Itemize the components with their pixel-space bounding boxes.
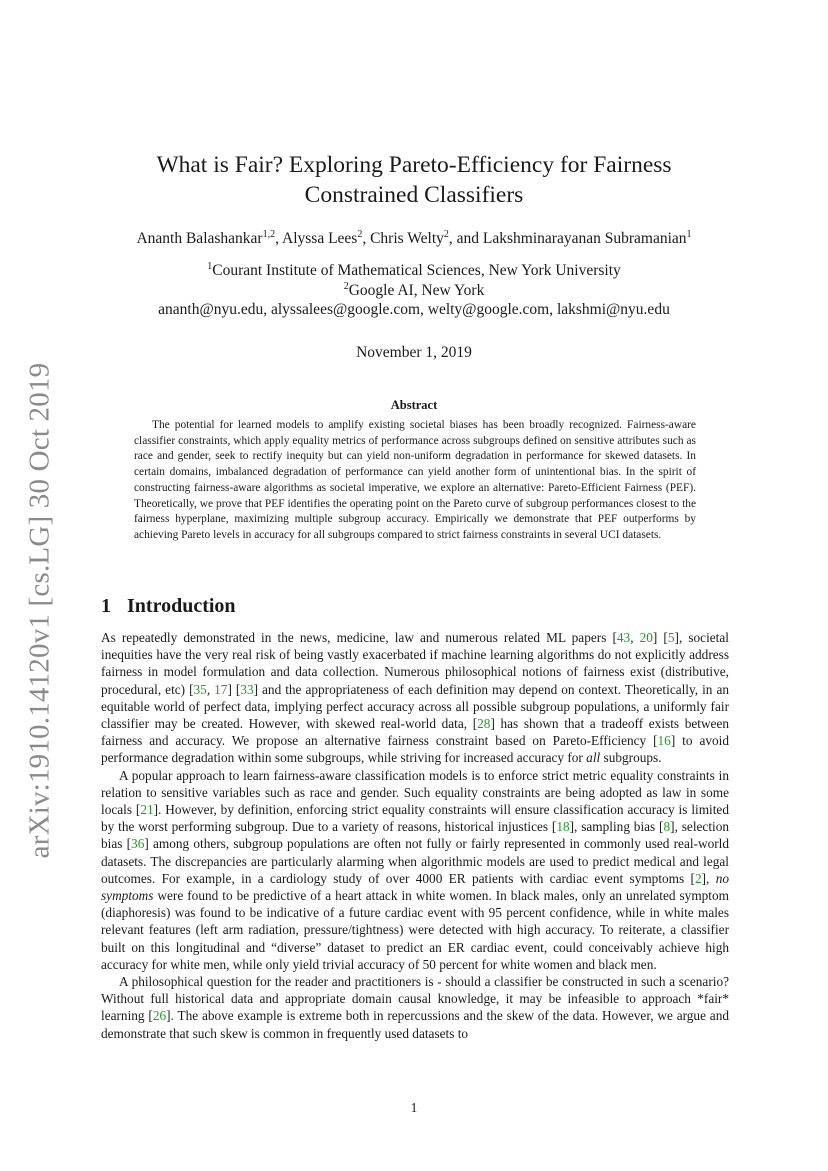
introduction-body: [101, 629, 729, 1042]
affiliation-sup: 2: [343, 280, 349, 292]
author-affil-sup: 2: [443, 228, 449, 240]
body-text-span: ], selection bias [: [101, 819, 730, 852]
affiliation-text: Google AI, New York: [348, 281, 485, 299]
citation-link[interactable]: 21: [140, 802, 154, 818]
body-text-span: were found to be predictive of a heart attack in white women. In black males, only an unrelated symptom (diaphoresis) was found to be indicative of a future cardiac event with 95 percent confidence, while in white males relevant features (left arm radiation, pressure/tightness) were detected with high accuracy. To reiterate, a classifier built on this longitudinal and “diverse” dataset to predict an ER cardiac event, could conceivably achieve high accuracy for white men, while only yield trivial accuracy of 50 percent for white women and black men.: [101, 888, 729, 972]
page-number: 1: [410, 1100, 418, 1115]
affiliation-1: [100, 261, 728, 281]
body-text-span: ],: [701, 870, 716, 886]
citation-link[interactable]: 17: [214, 681, 228, 697]
arxiv-stamp-text: arXiv:1910.14120v1 [cs.LG] 30 Oct 2019: [23, 362, 56, 858]
body-text-span: ,: [630, 630, 640, 645]
body-text-span: ], societal inequities have the very real risk of being vastly exacerbated if machine learning algorithms do not explicitly address fairness in model formulation and data collection. Numerous philosophical notions of fairness exist (distributive, procedural, etc) [: [101, 630, 729, 697]
citation-link[interactable]: 33: [240, 681, 254, 697]
body-text-span: ] and the appropriateness of each definition may depend on context. Theoretically, in an equitable world of perfect data, implying perfect accuracy across all possible subgroup populations, a uniformly fair classifier may be created. However, with skewed real-world data, [: [101, 681, 729, 732]
title-line-2: Constrained Classifiers: [304, 182, 524, 208]
body-text-span: ]. The above example is extreme both in repercussions and the skew of the data. However, we argue and demonstrate that such skew is common in frequently used datasets to: [101, 1008, 729, 1041]
body-text-span: ]. However, by definition, enforcing strict equality constraints will ensure classification accuracy is limited by the worst performing subgroup. Due to a variety of reasons, historical injustices [: [101, 802, 729, 835]
author-affil-sup: 2: [357, 228, 363, 240]
body-paragraph: [101, 629, 729, 767]
body-paragraph: [101, 767, 729, 973]
abstract-heading: Abstract: [390, 398, 438, 412]
author-name: Alyssa Lees: [282, 230, 358, 247]
author-list: [60, 229, 768, 249]
author-affil-sup: 1: [686, 228, 692, 240]
citation-link[interactable]: 26: [152, 1008, 167, 1024]
author-separator: ,: [275, 230, 282, 247]
citation-link[interactable]: 36: [131, 836, 145, 852]
affiliation-2: [100, 281, 728, 301]
citation-link[interactable]: 28: [477, 716, 491, 732]
emphasis-text: no symptoms: [101, 870, 729, 904]
author-name: Ananth Balashankar: [136, 230, 263, 247]
affiliation-text: Courant Institute of Mathematical Sciences, New York University: [212, 262, 621, 279]
body-text-span: ] among others, subgroup populations are often not fully or fairly represented in commonly used real-world datasets. The discrepancies are particularly alarming when algorithmic models are used to predict medical and legal outcomes. For example, in a cardiology study of over 4000 ER patients with cardiac event symptoms [: [101, 836, 729, 886]
arxiv-identifier-stamp: [20, 362, 60, 858]
author-affil-sup: 1,2: [262, 228, 276, 240]
body-text-span: ] [: [227, 681, 241, 697]
citation-link[interactable]: 5: [667, 630, 675, 645]
body-paragraph: [101, 973, 729, 1042]
body-text-span: ] [: [652, 630, 668, 645]
body-text-span: ,: [206, 681, 215, 697]
author-separator: ,: [362, 230, 371, 247]
body-text-span: ], sampling bias [: [569, 819, 664, 835]
author-emails: ananth@nyu.edu, alyssalees@google.com, welty@google.com, lakshmi@nyu.edu: [158, 301, 670, 318]
citation-link[interactable]: 18: [556, 819, 570, 835]
body-text-span: A philosophical question for the reader and practitioners is - should a classifier be constructed in such a scenario? Without full historical data and appropriate domain causal knowledge, it may be infeasible to approach *fair* learning [: [101, 974, 729, 1024]
affiliations: [100, 261, 728, 320]
section-heading: [101, 595, 236, 618]
author-name: Lakshminarayanan Subramanian: [482, 230, 687, 247]
citation-link[interactable]: 16: [657, 733, 671, 749]
citation-link[interactable]: 8: [663, 819, 671, 835]
citation-link[interactable]: 2: [694, 870, 702, 886]
paper-title: [100, 150, 728, 210]
paper-date: November 1, 2019: [356, 344, 472, 361]
affiliation-sup: 1: [207, 260, 213, 272]
abstract-text: The potential for learned models to amplify existing societal biases has been broadly recognized. Fairness-aware classifier constraints, which apply equality metrics of performance across subgroups defined on sensitive attributes such as race and gender, seek to rectify inequity but can yield non-uniform degradation in performance for skewed datasets. In certain domains, imbalanced degradation of performance can yield another form of unintentional bias. In the spirit of constructing fairness-aware algorithms as societal imperative, we explore an alternative: Pareto-Efficient Fairness (PEF). Theoretically, we prove that PEF identifies the operating point on the Pareto curve of subgroup performances closest to the fairness hyperplane, maximizing multiple subgroup accuracy. Empirically we demonstrate that PEF outperforms by achieving Pareto levels in accuracy for all subgroups compared to strict fairness constraints in several UCI datasets.: [134, 419, 696, 541]
emphasis-text: all: [586, 750, 601, 766]
citation-link[interactable]: 20: [639, 630, 653, 645]
body-text-span: As repeatedly demonstrated in the news, medicine, law and numerous related ML papers [: [101, 630, 617, 645]
section-title: Introduction: [127, 595, 236, 617]
section-number: 1: [101, 595, 111, 617]
body-text-span: ] has shown that a tradeoff exists between fairness and accuracy. We propose an alternative fairness constraint based on Pareto-Efficiency [: [101, 716, 729, 749]
citation-link[interactable]: 43: [616, 630, 631, 645]
author-separator: , and: [448, 230, 483, 247]
body-text-span: subgroups.: [600, 750, 662, 766]
body-text-span: ] to avoid performance degradation within some subgroups, while striving for increased accuracy for: [101, 733, 729, 766]
title-line-1: What is Fair? Exploring Pareto-Efficiency for Fairness: [156, 152, 672, 178]
citation-link[interactable]: 35: [193, 681, 207, 697]
author-name: Chris Welty: [370, 230, 444, 247]
body-text-span: A popular approach to learn fairness-aware classification models is to enforce strict metric equality constraints in relation to sensitive variables such as race and gender. Such equality constraints are being adopted as law in some locals [: [101, 767, 729, 818]
